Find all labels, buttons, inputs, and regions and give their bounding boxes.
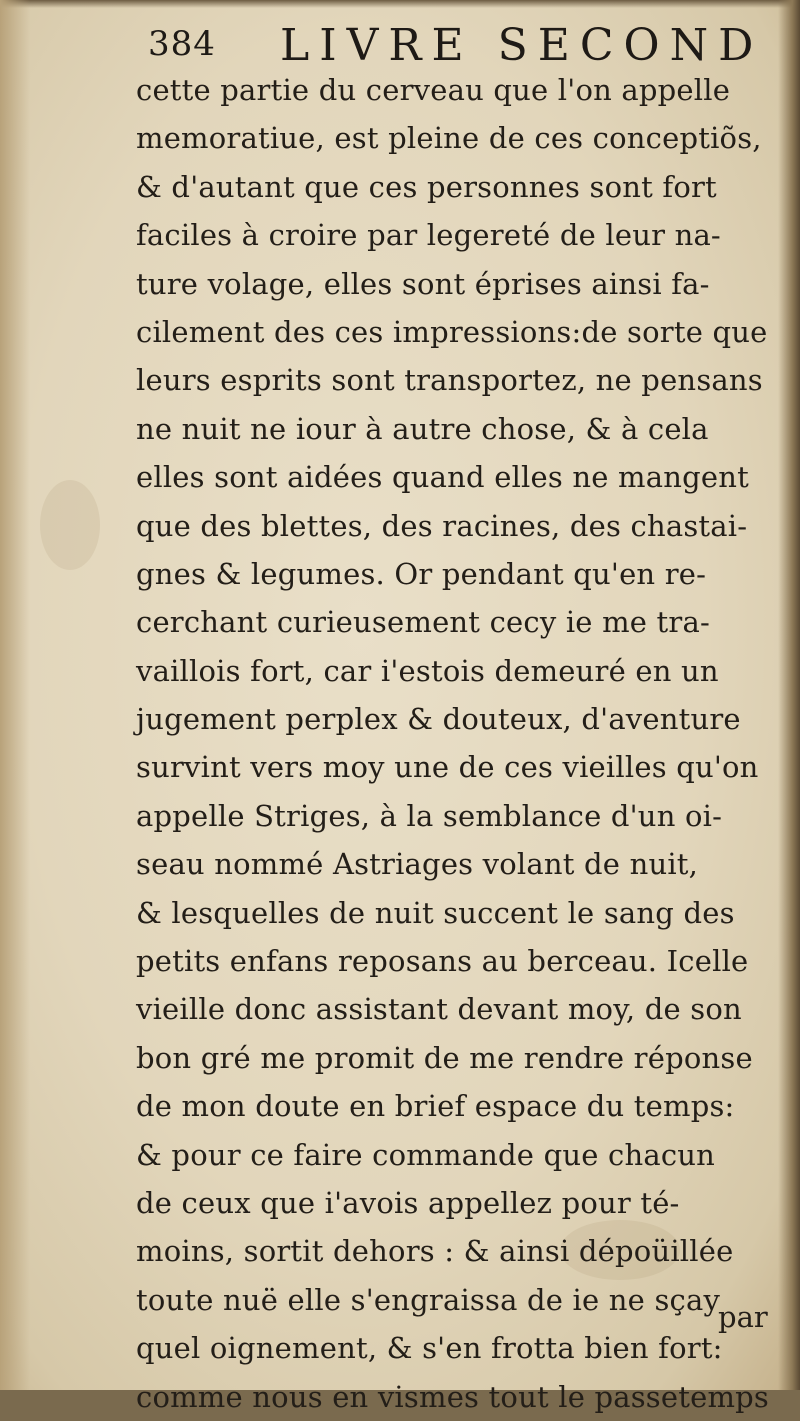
body-text [136, 66, 776, 1421]
text-line: cette partie du cerveau que l'on appelle [136, 73, 731, 107]
text-line: gnes & legumes. Or pendant qu'en re- [136, 556, 707, 591]
text-line: comme nous en vismes tout le passetemps [136, 1379, 770, 1414]
text-line: cerchant curieusement cecy ie me tra- [136, 605, 710, 640]
text-line: jugement perplex & douteux, d'aventure [136, 702, 741, 737]
text-line: petits enfans reposans au berceau. Icelle [136, 944, 749, 979]
catchword: par [718, 1300, 768, 1334]
text-line: leurs esprits sont transportez, ne pensans [136, 363, 763, 398]
text-line: vieille donc assistant devant moy, de son [136, 992, 742, 1027]
text-line: & d'autant que ces personnes sont fort [136, 169, 717, 204]
text-line: ne nuit ne iour à autre chose, & à cela [136, 411, 709, 446]
page-top-edge [0, 0, 800, 8]
page-number: 384 [148, 24, 216, 64]
text-line: & lesquelles de nuit succent le sang des [136, 895, 735, 930]
text-line: de mon doute en brief espace du temps: [136, 1089, 735, 1124]
page-fore-edge [778, 0, 800, 1390]
text-line: seau nommé Astriages volant de nuit, [136, 847, 699, 882]
text-line: appelle Striges, à la semblance d'un oi- [136, 798, 723, 833]
text-line: faciles à croire par legereté de leur na- [136, 218, 721, 253]
page-gutter-shadow [0, 0, 30, 1390]
text-line: survint vers moy une de ces vieilles qu'on [136, 750, 759, 785]
text-line: ture volage, elles sont éprises ainsi fa- [136, 266, 710, 301]
page-header [148, 14, 788, 70]
text-line: toute nuë elle s'engraissa de ie ne sçay [136, 1282, 721, 1317]
text-line: elles sont aidées quand elles ne mangent [136, 460, 749, 495]
text-line: moins, sortit dehors : & ainsi dépoüillée [136, 1234, 734, 1269]
text-line: vaillois fort, car i'estois demeuré en un [136, 653, 719, 688]
text-line: memoratiue, est pleine de ces conceptiõs, [136, 121, 762, 156]
text-line: quel oignement, & s'en frotta bien fort: [136, 1331, 723, 1366]
text-line: cilement des ces impressions:de sorte que [136, 314, 768, 349]
paper-stain [40, 480, 100, 570]
text-line: que des blettes, des racines, des chastai- [136, 508, 748, 543]
text-line: bon gré me promit de me rendre réponse [136, 1040, 753, 1075]
running-title: LIVRE SECOND [280, 20, 764, 71]
text-line: & pour ce faire commande que chacun [136, 1137, 716, 1172]
text-line: de ceux que i'avois appellez pour té- [136, 1185, 680, 1220]
